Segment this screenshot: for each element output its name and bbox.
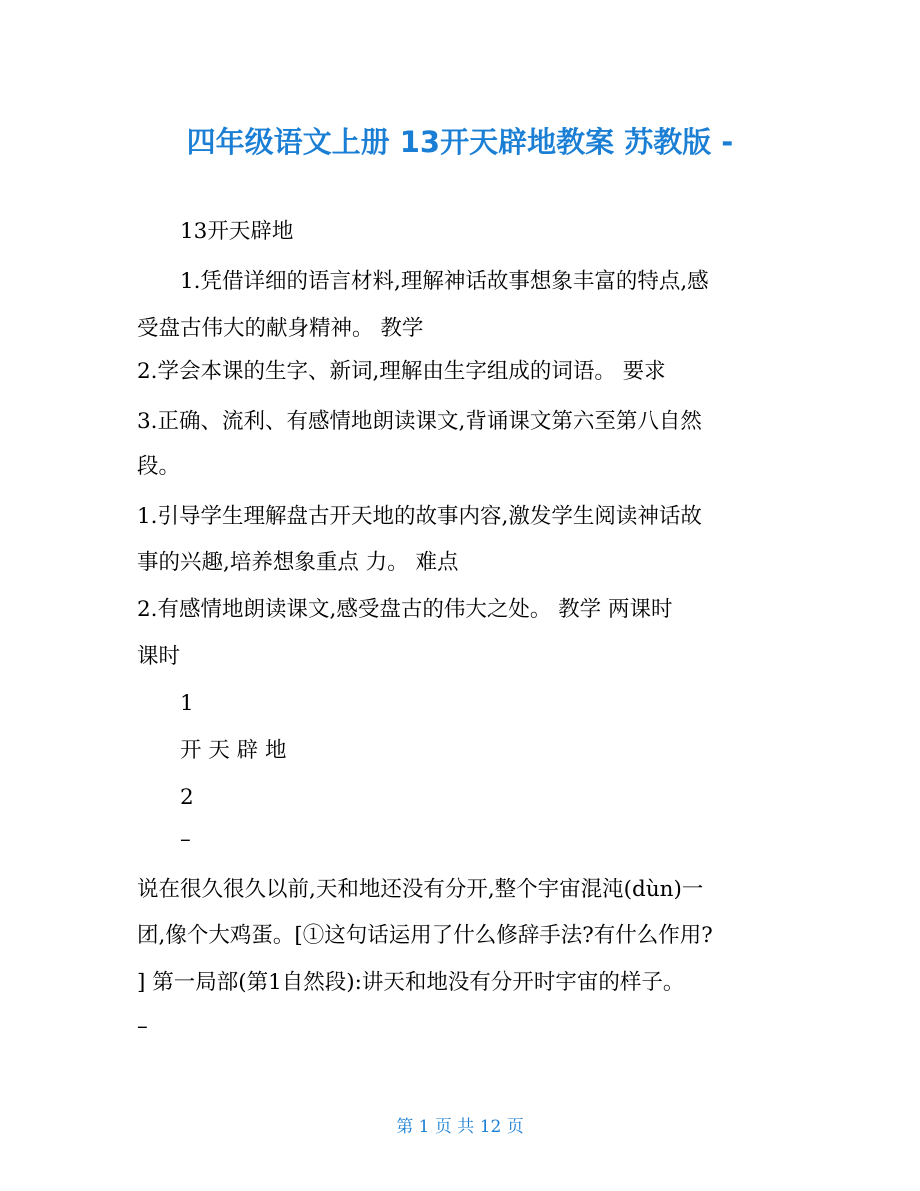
text-line: 1.引导学生理解盘古开天地的故事内容,激发学生阅读神话故	[137, 504, 702, 529]
text-line: –	[180, 827, 191, 852]
document-title: 四年级语文上册 13开天辟地教案 苏教版 -	[186, 125, 734, 159]
text-line: 2.学会本课的生字、新词,理解由生字组成的词语。 要求	[137, 359, 666, 384]
text-line: ] 第一局部(第1自然段):讲天和地没有分开时宇宙的样子。	[137, 970, 685, 995]
text-line: 说在很久很久以前,天和地还没有分开,整个宇宙混沌(dùn)一	[137, 877, 704, 902]
text-line: 段。	[137, 454, 181, 479]
text-line: 开 天 辟 地	[180, 738, 287, 763]
text-line: 3.正确、流利、有感情地朗读课文,背诵课文第六至第八自然	[137, 409, 702, 434]
text-line: 事的兴趣,培养想象重点 力。 难点	[137, 550, 459, 575]
text-line: 团,像个大鸡蛋。[①这句话运用了什么修辞手法?有什么作用?	[137, 923, 713, 948]
text-line: 2	[180, 785, 194, 810]
text-line: 2.有感情地朗读课文,感受盘古的伟大之处。 教学 两课时	[137, 597, 673, 622]
text-line: 13开天辟地	[180, 219, 294, 244]
text-line: 1	[180, 691, 194, 716]
text-line: 受盘古伟大的献身精神。 教学	[137, 316, 424, 341]
text-line: –	[137, 1014, 148, 1039]
text-line: 1.凭借详细的语言材料,理解神话故事想象丰富的特点,感	[180, 269, 709, 294]
text-line: 课时	[137, 644, 181, 669]
page-footer: 第 1 页 共 12 页	[396, 1117, 524, 1137]
